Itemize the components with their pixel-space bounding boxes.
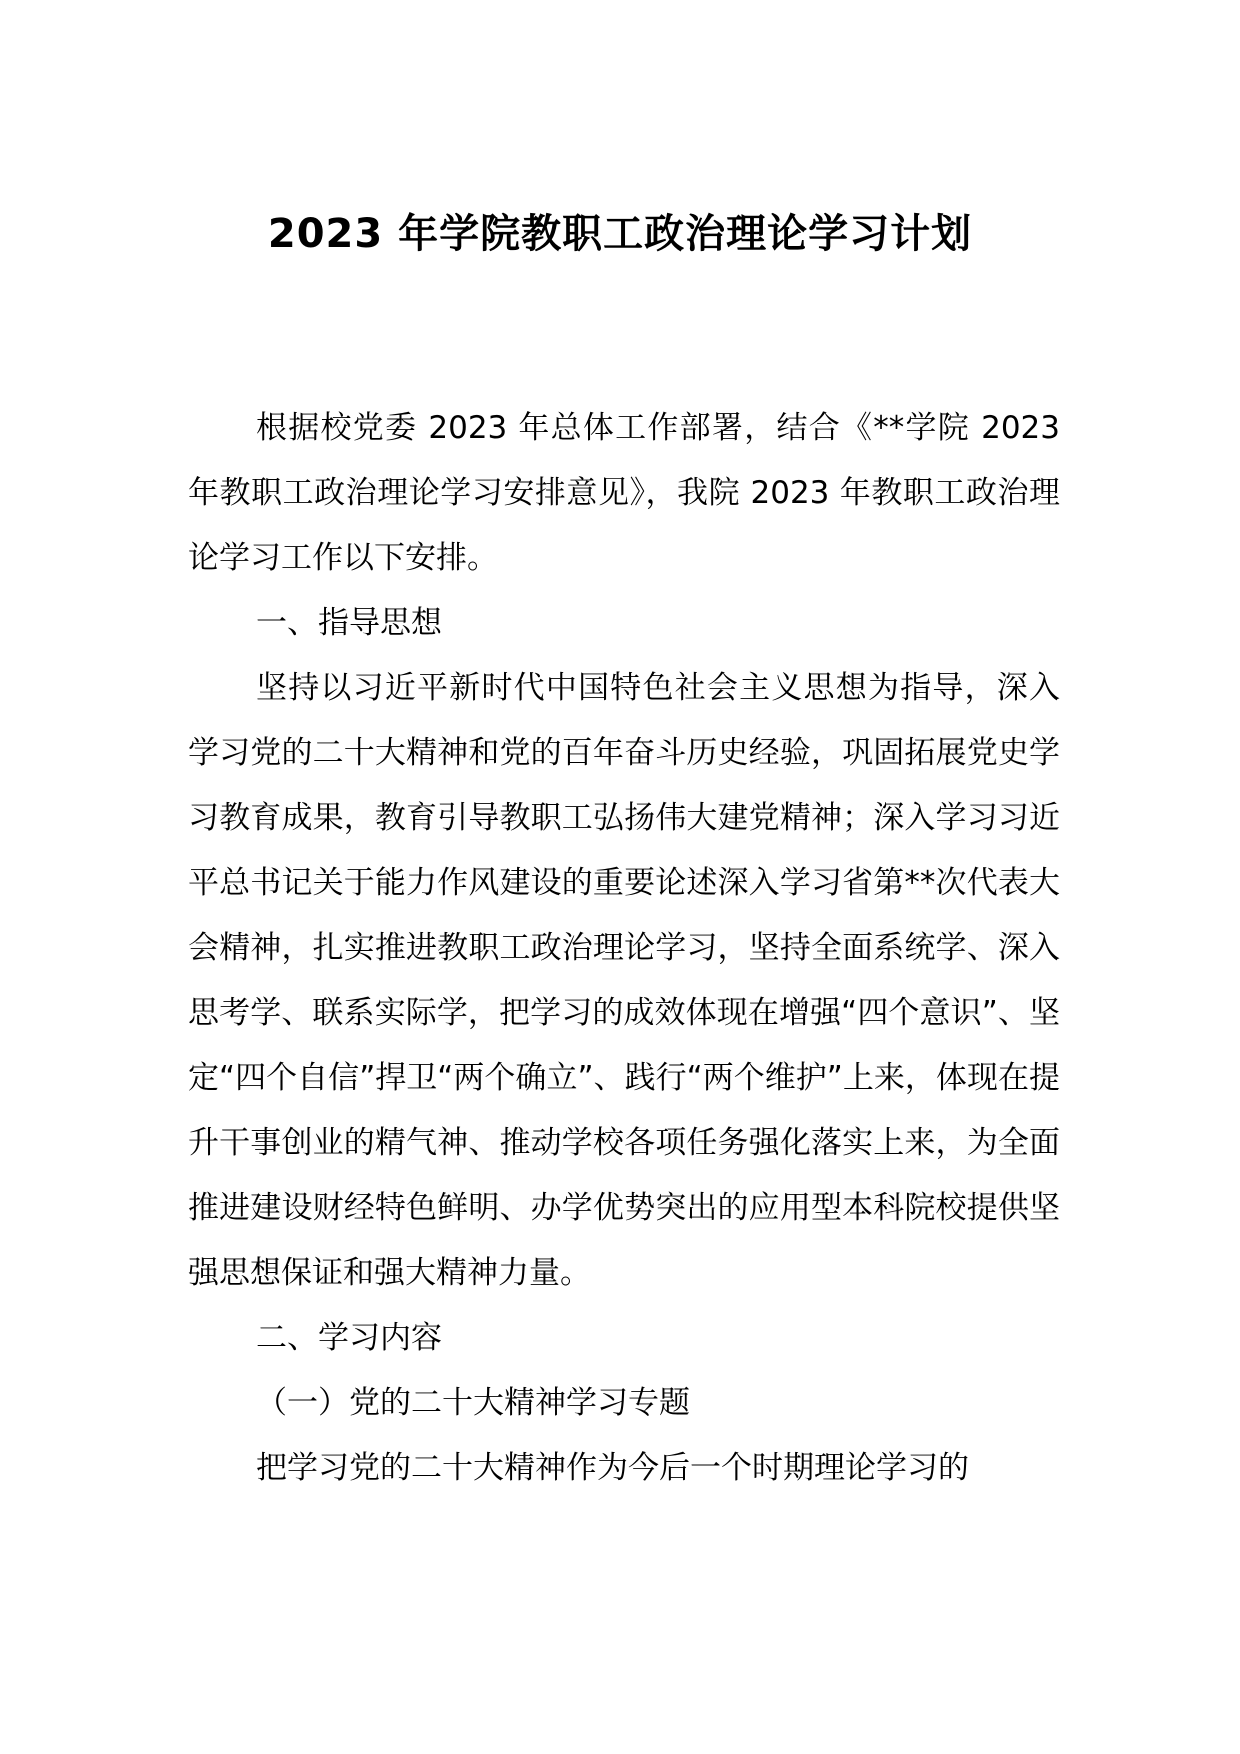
intro-paragraph: 根据校党委 2023 年总体工作部署，结合《**学院 2023 年教职工政治理论学习安排意见》，我院 2023 年教职工政治理论学习工作以下安排。 <box>188 410 1060 576</box>
guiding-ideology-paragraph: 坚持以习近平新时代中国特色社会主义思想为指导，深入学习党的二十大精神和党的百年奋斗历史经验，巩固拓展党史学习教育成果，教育引导教职工弘扬伟大建党精神；深入学习习近平总书记关于能力作风建设的重要论述深入学习省第**次代表大会精神，扎实推进教职工政治理论学习，坚持全面系统学、深入思考学、联系实际学，把学习的成效体现在增强“四个意识”、坚定“四个自信”捍卫“两个确立”、践行“两个维护”上来，体现在提升干事创业的精气神、推动学校各项任务强化落实上来，为全面推进建设财经特色鲜明、办学优势突出的应用型本科院校提供坚强思想保证和强大精神力量。 <box>188 670 1060 1291</box>
section-heading-study-content: 二、学习内容 <box>256 1320 442 1356</box>
document-title: 2023 年学院教职工政治理论学习计划 <box>267 211 973 257</box>
study-content-paragraph: 把学习党的二十大精神作为今后一个时期理论学习的 <box>256 1450 969 1486</box>
document-body <box>188 396 1060 1501</box>
subsection-heading-20th-congress: （一）党的二十大精神学习专题 <box>256 1385 690 1421</box>
section-heading-guiding-ideology: 一、指导思想 <box>256 605 442 641</box>
